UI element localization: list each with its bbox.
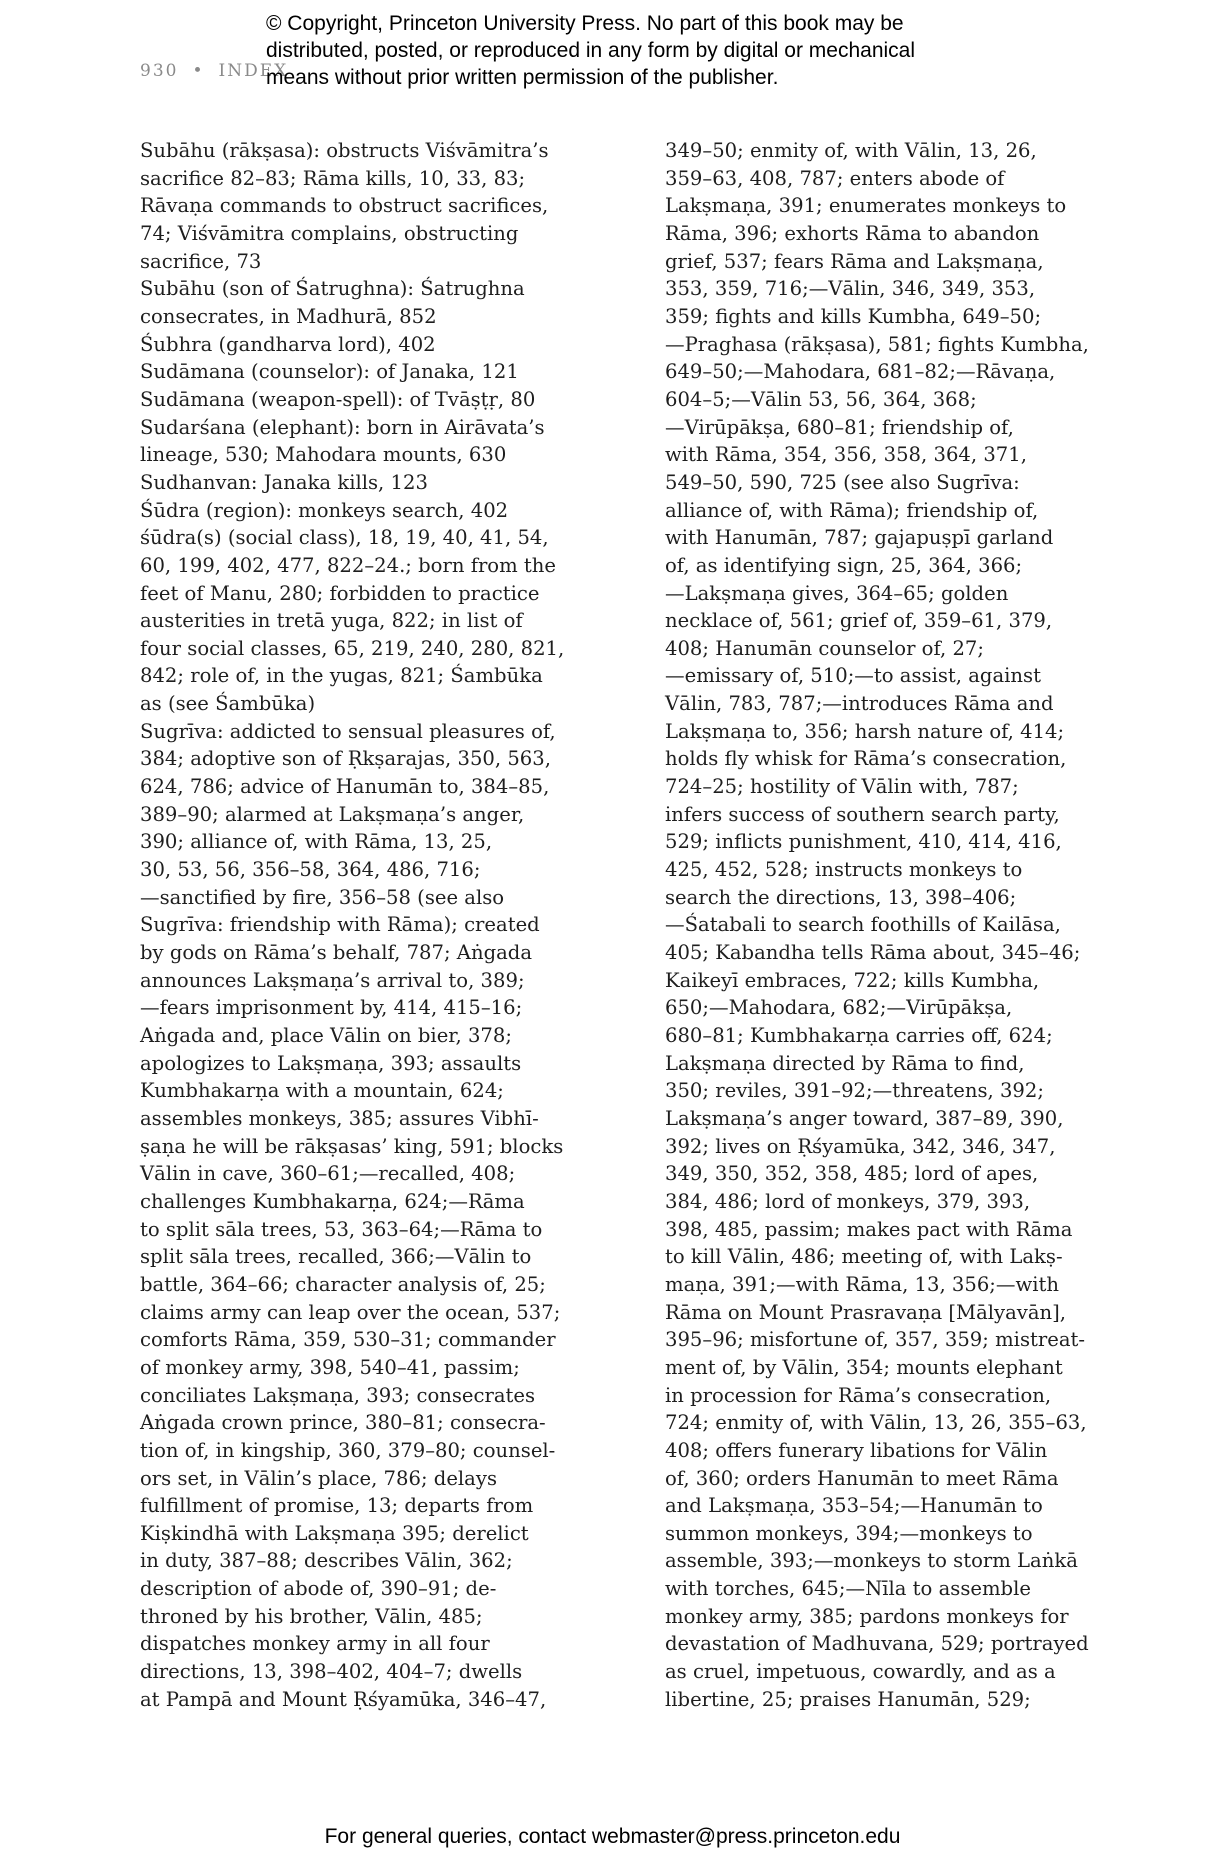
index-line: 384; adoptive son of Ṛkṣarajas, 350, 563,	[140, 747, 551, 771]
index-line: Sudāmana (weapon-spell): of Tvāṣṭṛ, 80	[140, 387, 536, 411]
index-entry	[140, 414, 610, 469]
index-line: 650;—Mahodara, 682;—Virūpākṣa,	[665, 996, 1013, 1020]
index-line: comforts Rāma, 359, 530–31; commander	[140, 1328, 556, 1352]
index-line: and Lakṣmaṇa, 353–54;—Hanumān to	[665, 1494, 1043, 1518]
index-line: devastation of Madhuvana, 529; portrayed	[665, 1632, 1089, 1656]
index-line: Subāhu (rākṣasa): obstructs Viśvāmitra’s	[140, 139, 549, 162]
index-line: Sugrīva: addicted to sensual pleasures of,	[140, 719, 556, 743]
index-line: 60, 199, 402, 477, 822–24.; born from the	[140, 553, 557, 577]
index-line: Rāma, 396; exhorts Rāma to abandon	[665, 221, 1040, 245]
index-line: Lakṣmaṇa’s anger toward, 387–89, 390,	[665, 1106, 1064, 1130]
index-line: battle, 364–66; character analysis of, 25;	[140, 1272, 546, 1296]
index-line: tion of, in kingship, 360, 379–80; counsel-	[140, 1438, 556, 1462]
index-line: 680–81; Kumbhakarṇa carries off, 624;	[665, 1024, 1053, 1047]
index-line: 359; fights and kills Kumbha, 649–50;	[665, 304, 1042, 328]
index-line: infers success of southern search party,	[665, 802, 1060, 826]
index-line: 549–50, 590, 725 (see also Sugrīva:	[665, 470, 1020, 494]
index-line: search the directions, 13, 398–406;	[665, 885, 1017, 909]
index-line: 390; alliance of, with Rāma, 13, 25,	[140, 830, 493, 854]
index-entry	[140, 275, 610, 330]
index-line: —Virūpākṣa, 680–81; friendship of,	[665, 415, 1014, 439]
index-line: lineage, 530; Mahodara mounts, 630	[140, 443, 507, 467]
index-line: split sāla trees, recalled, 366;—Vālin to	[140, 1245, 532, 1269]
index-line: apologizes to Lakṣmaṇa, 393; assaults	[140, 1051, 522, 1075]
index-line: 74; Viśvāmitra complains, obstructing	[140, 221, 519, 245]
index-column-left	[140, 137, 610, 1713]
index-line: throned by his brother, Vālin, 485;	[140, 1604, 483, 1628]
index-line: Sudāmana (counselor): of Janaka, 121	[140, 360, 519, 384]
index-line: 30, 53, 56, 356–58, 364, 486, 716;	[140, 858, 481, 882]
index-line: —sanctified by fire, 356–58 (see also	[140, 885, 505, 909]
index-line: assembles monkeys, 385; assures Vibhī-	[140, 1106, 539, 1130]
index-line: 649–50;—Mahodara, 681–82;—Rāvaṇa,	[665, 360, 1056, 384]
index-line: assemble, 393;—monkeys to storm Laṅkā	[665, 1549, 1078, 1573]
index-line: 384, 486; lord of monkeys, 379, 393,	[665, 1189, 1031, 1213]
index-line: 529; inflicts punishment, 410, 414, 416,	[665, 830, 1062, 854]
index-entry	[140, 497, 610, 525]
index-line: Lakṣmaṇa, 391; enumerates monkeys to	[665, 194, 1067, 218]
index-line: Aṅgada crown prince, 380–81; consecra-	[140, 1411, 546, 1435]
index-line: 425, 452, 528; instructs monkeys to	[665, 858, 1023, 882]
index-line: holds fly whisk for Rāma’s consecration,	[665, 747, 1067, 771]
index-line: Subāhu (son of Śatrughna): Śatrughna	[140, 277, 525, 301]
copyright-line: means without prior written permission of the publisher.	[266, 66, 779, 89]
index-line: claims army can leap over the ocean, 537;	[140, 1300, 561, 1324]
index-entry	[140, 524, 610, 718]
index-line: sacrifice, 73	[140, 249, 262, 273]
copyright-line: distributed, posted, or reproduced in any form by digital or mechanical	[266, 39, 916, 62]
contact-footer: For general queries, contact webmaster@press.princeton.edu	[324, 1825, 901, 1848]
index-line: grief, 537; fears Rāma and Lakṣmaṇa,	[665, 249, 1044, 273]
index-line: Kiṣkindhā with Lakṣmaṇa 395; derelict	[140, 1521, 529, 1545]
index-line: description of abode of, 390–91; de-	[140, 1577, 497, 1601]
index-line: announces Lakṣmaṇa’s arrival to, 389;	[140, 968, 525, 992]
index-line: Lakṣmaṇa directed by Rāma to find,	[665, 1051, 1025, 1075]
index-line: directions, 13, 398–402, 404–7; dwells	[140, 1660, 523, 1684]
index-line: fulfillment of promise, 13; departs from	[140, 1494, 534, 1518]
index-line: 405; Kabandha tells Rāma about, 345–46;	[665, 941, 1081, 965]
index-line: challenges Kumbhakarṇa, 624;—Rāma	[140, 1189, 525, 1213]
index-entry	[140, 386, 610, 414]
section-title: INDEX	[218, 61, 289, 81]
index-line: Lakṣmaṇa to, 356; harsh nature of, 414;	[665, 719, 1065, 743]
index-entry	[140, 358, 610, 386]
index-line: ṣaṇa he will be rākṣasas’ king, 591; blocks	[140, 1134, 564, 1158]
index-line: —Praghasa (rākṣasa), 581; fights Kumbha,	[665, 332, 1089, 356]
index-entry	[140, 718, 610, 1714]
index-line: 408; offers funerary libations for Vālin	[665, 1438, 1048, 1462]
index-line: Vālin, 783, 787;—introduces Rāma and	[665, 692, 1054, 716]
index-line: 408; Hanumān counselor of, 27;	[665, 636, 985, 660]
index-line: to kill Vālin, 486; meeting of, with Lakṣ-	[665, 1245, 1063, 1269]
index-line: —Lakṣmaṇa gives, 364–65; golden	[665, 581, 1009, 605]
index-line: of, 360; orders Hanumān to meet Rāma	[665, 1466, 1059, 1490]
index-entry-continued	[643, 137, 1093, 1713]
index-line: 624, 786; advice of Hanumān to, 384–85,	[140, 775, 550, 799]
index-line: feet of Manu, 280; forbidden to practice	[140, 581, 540, 605]
index-line: maṇa, 391;—with Rāma, 13, 356;—with	[665, 1272, 1060, 1296]
index-line: 395–96; misfortune of, 357, 359; mistreat-	[665, 1328, 1086, 1352]
index-line: monkey army, 385; pardons monkeys for	[665, 1604, 1069, 1628]
index-line: 350; reviles, 391–92;—threatens, 392;	[665, 1079, 1044, 1103]
index-line: four social classes, 65, 219, 240, 280, 821,	[140, 636, 565, 660]
index-line: ment of, by Vālin, 354; mounts elephant	[665, 1355, 1063, 1379]
index-line: Kaikeyī embraces, 722; kills Kumbha,	[665, 968, 1040, 992]
index-line: of, as identifying sign, 25, 364, 366;	[665, 553, 1023, 577]
index-line: austerities in tretā yuga, 822; in list of	[140, 609, 523, 633]
index-line: dispatches monkey army in all four	[140, 1632, 490, 1656]
index-line: —emissary of, 510;—to assist, against	[665, 664, 1041, 688]
index-entry	[140, 469, 610, 497]
index-line: Śubhra (gandharva lord), 402	[140, 332, 436, 356]
index-line: ors set, in Vālin’s place, 786; delays	[140, 1466, 497, 1490]
index-line: as (see Śambūka)	[140, 692, 316, 716]
index-line: 359–63, 408, 787; enters abode of	[665, 166, 1005, 190]
index-entry	[140, 137, 610, 275]
index-line: of monkey army, 398, 540–41, passim;	[140, 1355, 520, 1379]
index-line: to split sāla trees, 53, 363–64;—Rāma to	[140, 1217, 543, 1241]
index-line: Sugrīva: friendship with Rāma); created	[140, 913, 540, 937]
index-line: 398, 485, passim; makes pact with Rāma	[665, 1217, 1073, 1241]
index-line: Sudhanvan: Janaka kills, 123	[140, 470, 428, 494]
index-line: alliance of, with Rāma); friendship of,	[665, 498, 1039, 522]
index-line: libertine, 25; praises Hanumān, 529;	[665, 1687, 1031, 1711]
index-line: 392; lives on Ṛśyamūka, 342, 346, 347,	[665, 1134, 1056, 1158]
index-line: as cruel, impetuous, cowardly, and as a	[665, 1660, 1056, 1684]
index-line: 842; role of, in the yugas, 821; Śambūka	[140, 664, 543, 688]
copyright-notice	[266, 10, 1026, 91]
index-line: 724–25; hostility of Vālin with, 787;	[665, 775, 1019, 799]
index-line: 604–5;—Vālin 53, 56, 364, 368;	[665, 387, 977, 411]
index-line: summon monkeys, 394;—monkeys to	[665, 1521, 1033, 1545]
index-line: sacrifice 82–83; Rāma kills, 10, 33, 83;	[140, 166, 526, 190]
index-line: śūdra(s) (social class), 18, 19, 40, 41, 54,	[140, 526, 549, 550]
index-line: Vālin in cave, 360–61;—recalled, 408;	[140, 1162, 516, 1186]
index-line: Aṅgada and, place Vālin on bier, 378;	[140, 1024, 512, 1047]
index-line: Rāvaṇa commands to obstruct sacrifices,	[140, 194, 549, 218]
index-line: 349–50; enmity of, with Vālin, 13, 26,	[665, 139, 1037, 162]
index-line: at Pampā and Mount Ṛśyamūka, 346–47,	[140, 1687, 547, 1711]
index-line: 349, 350, 352, 358, 485; lord of apes,	[665, 1162, 1039, 1186]
index-line: necklace of, 561; grief of, 359–61, 379,	[665, 609, 1053, 633]
index-line: by gods on Rāma’s behalf, 787; Aṅgada	[140, 941, 533, 965]
copyright-line: © Copyright, Princeton University Press. No part of this book may be	[266, 12, 904, 35]
index-line: in duty, 387–88; describes Vālin, 362;	[140, 1549, 513, 1573]
index-line: —fears imprisonment by, 414, 415–16;	[140, 996, 523, 1020]
index-line: with Rāma, 354, 356, 358, 364, 371,	[665, 443, 1027, 467]
index-line: Kumbhakarṇa with a mountain, 624;	[140, 1079, 504, 1103]
index-line: 353, 359, 716;—Vālin, 346, 349, 353,	[665, 277, 1036, 301]
index-line: with torches, 645;—Nīla to assemble	[665, 1577, 1031, 1601]
index-line: —Śatabali to search foothills of Kailāsa,	[665, 913, 1061, 937]
index-line: 389–90; alarmed at Lakṣmaṇa’s anger,	[140, 802, 525, 826]
index-line: consecrates, in Madhurā, 852	[140, 304, 437, 328]
index-line: conciliates Lakṣmaṇa, 393; consecrates	[140, 1383, 536, 1407]
separator-dot: •	[192, 61, 205, 81]
index-line: Rāma on Mount Prasravaṇa [Mālyavān],	[665, 1300, 1067, 1324]
index-column-right	[643, 137, 1093, 1713]
index-line: in procession for Rāma’s consecration,	[665, 1383, 1052, 1407]
index-line: Śūdra (region): monkeys search, 402	[140, 498, 509, 522]
index-entry	[140, 331, 610, 359]
index-line: Sudarśana (elephant): born in Airāvata’s	[140, 415, 545, 439]
index-line: 724; enmity of, with Vālin, 13, 26, 355–63,	[665, 1411, 1087, 1435]
index-line: with Hanumān, 787; gajapuṣpī garland	[665, 526, 1054, 550]
page-number: 930	[140, 61, 179, 81]
